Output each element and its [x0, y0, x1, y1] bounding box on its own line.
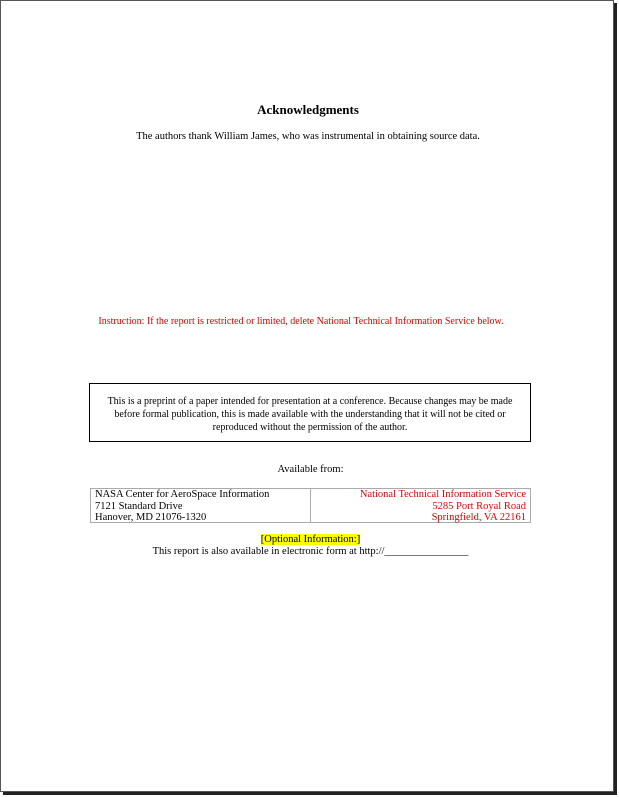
electronic-availability-text: This report is also available in electronic form at http://________________: [152, 546, 469, 557]
ntis-address-line-1: National Technical Information Service: [359, 489, 526, 500]
optional-info-highlight: [Optional Information:]: [260, 534, 361, 545]
nasa-address-line-1: NASA Center for AeroSpace Information: [95, 489, 270, 500]
ntis-address-line-2: 5285 Port Royal Road: [432, 500, 526, 512]
ntis-address-cell: [311, 489, 530, 522]
nasa-address-cell: [91, 489, 311, 522]
instruction-text: Instruction: If the report is restricted or limited, delete National Technical Information Service below.: [98, 316, 504, 327]
preprint-line-3: reproduced without the permission of the author.: [212, 422, 408, 433]
acknowledgment-text: The authors thank William James, who was instrumental in obtaining source data.: [136, 131, 480, 142]
available-from-label: Available from:: [277, 464, 344, 475]
ntis-address-line-3: Springfield, VA 22161: [431, 512, 526, 523]
preprint-line-2: before formal publication, this is made available with the understanding that it will not be cited or: [114, 409, 506, 420]
address-table: [90, 488, 531, 523]
nasa-address-line-3: Hanover, MD 21076-1320: [95, 512, 207, 523]
preprint-line-1: This is a preprint of a paper intended for presentation at a conference. Because changes may be made: [107, 396, 513, 407]
optional-info-line: [1, 534, 619, 545]
page-title: Acknowledgments: [257, 102, 359, 117]
preprint-notice-box: [89, 383, 531, 442]
nasa-address-line-2: 7121 Standard Drive: [95, 500, 183, 512]
